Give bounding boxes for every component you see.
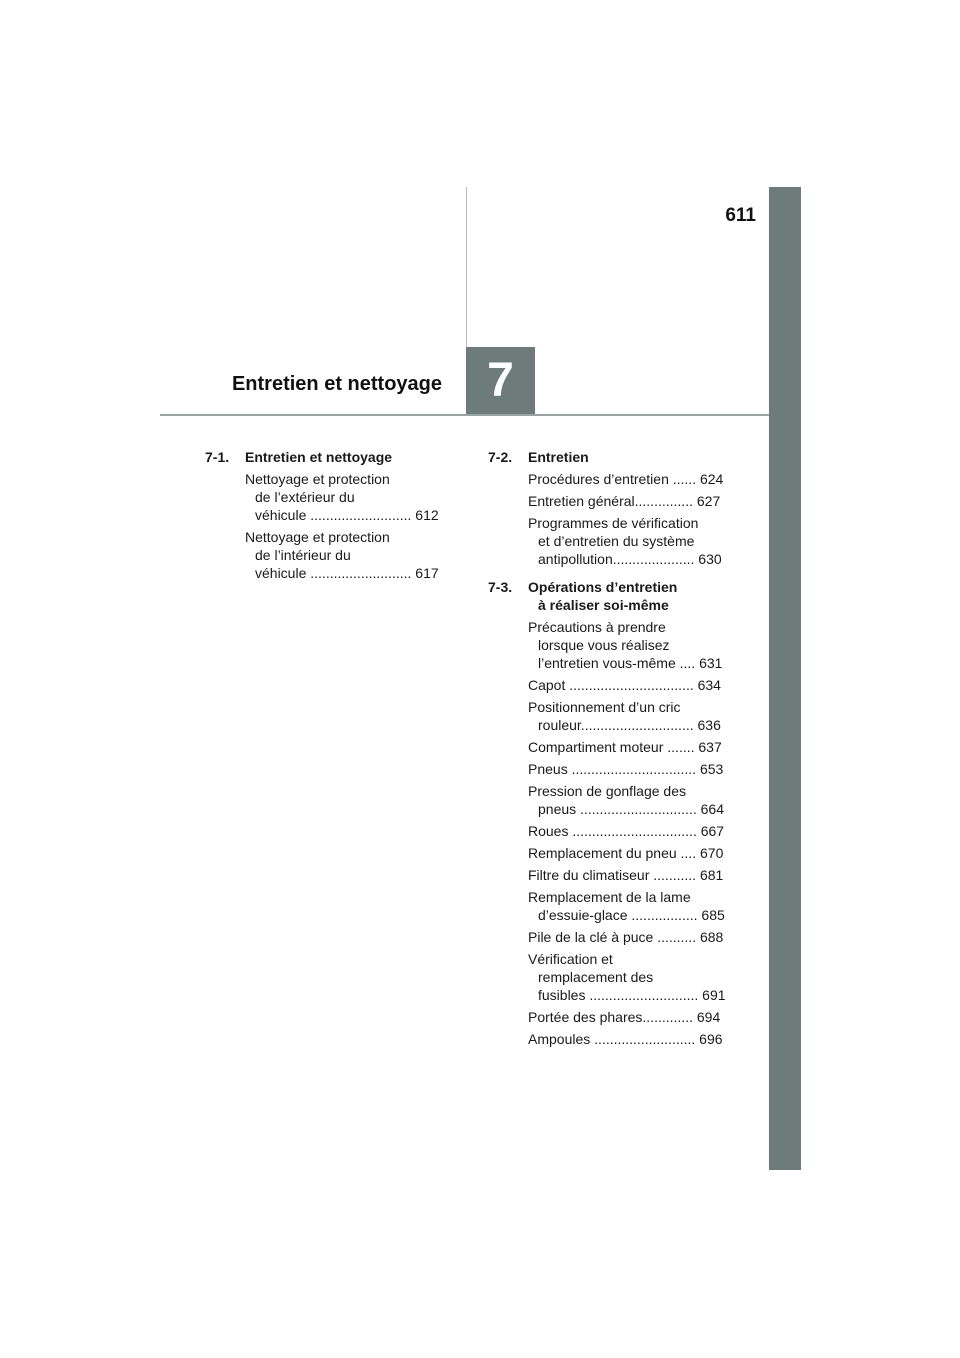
toc-entry[interactable] <box>245 528 458 582</box>
toc-entry-label: Capot ................................ <box>528 677 694 693</box>
section-title: Opérations d’entretien à réaliser soi-même <box>528 579 678 613</box>
chapter-number-box <box>466 347 535 414</box>
toc-entry-label: Filtre du climatiseur ........... <box>528 867 697 883</box>
toc-entry[interactable] <box>528 1008 740 1026</box>
toc-entry-label: Pile de la clé à puce .......... <box>528 929 697 945</box>
horizontal-rule <box>160 414 769 416</box>
toc-entry-label: Vérification et remplacement des fusibles ............................ <box>528 951 699 1003</box>
toc-column-left <box>205 448 458 582</box>
vertical-rule <box>466 187 467 347</box>
toc-entry-page: 696 <box>699 1031 723 1047</box>
toc-entry[interactable] <box>245 470 458 524</box>
toc-entry-page: 653 <box>699 761 724 777</box>
toc-section-7-2 <box>488 448 740 568</box>
toc-entry-page: 627 <box>696 493 721 509</box>
toc-entry[interactable] <box>528 738 740 756</box>
section-title: Entretien et nettoyage <box>245 449 393 465</box>
toc-entry-label: Pneus ................................ <box>528 761 697 777</box>
section-number: 7-3. <box>488 579 513 595</box>
toc-entry-page: 667 <box>700 823 725 839</box>
toc-entry-label: Remplacement du pneu .... <box>528 845 697 861</box>
toc-entry-page: 630 <box>698 551 722 567</box>
toc-entry-label: Précautions à prendre lorsque vous réalisez l’entretien vous-même .... <box>528 619 696 671</box>
toc-entry-label: Nettoyage et protection de l’intérieur du véhicule .......................... <box>245 529 412 581</box>
toc-entry-page: 685 <box>701 907 725 923</box>
section-title: Entretien <box>528 449 589 465</box>
toc-entry-label: Entretien général............... <box>528 493 693 509</box>
toc-entry[interactable] <box>528 676 740 694</box>
toc-entry-page: 634 <box>697 677 721 693</box>
chapter-side-tab <box>769 187 801 1170</box>
toc-entry[interactable] <box>528 928 740 946</box>
section-number: 7-2. <box>488 449 513 465</box>
toc-entry[interactable] <box>528 866 740 884</box>
toc-entry[interactable] <box>528 782 740 818</box>
toc-entry[interactable] <box>528 950 740 1004</box>
toc-section-7-1 <box>205 448 458 582</box>
toc-section-7-3 <box>488 578 740 1048</box>
toc-entry[interactable] <box>528 760 740 778</box>
toc-entry-label: Roues ................................ <box>528 823 697 839</box>
toc-entry-label: Procédures d’entretien ...... <box>528 471 697 487</box>
section-number: 7-1. <box>205 449 230 465</box>
chapter-number: 7 <box>487 354 514 407</box>
toc-entry-page: 688 <box>699 929 724 945</box>
toc-entry[interactable] <box>528 514 740 568</box>
toc-entry-page: 617 <box>415 565 439 581</box>
toc-entry[interactable] <box>528 618 740 672</box>
toc-entry[interactable] <box>528 822 740 840</box>
toc-column-right <box>488 448 740 1048</box>
toc-entry[interactable] <box>528 1030 740 1048</box>
page-number: 611 <box>725 205 756 226</box>
toc-entry-page: 681 <box>699 867 724 883</box>
toc-entry-label: Portée des phares............. <box>528 1009 693 1025</box>
toc-entry[interactable] <box>528 470 740 488</box>
toc-entry[interactable] <box>528 698 740 734</box>
chapter-title: Entretien et nettoyage <box>231 373 442 395</box>
toc-entry[interactable] <box>528 492 740 510</box>
toc-entry-label: Positionnement d’un cric rouleur............................. <box>528 699 694 733</box>
toc-entry-page: 631 <box>699 655 723 671</box>
toc-entry-page: 636 <box>697 717 721 733</box>
toc-entry-label: Ampoules .......................... <box>528 1031 696 1047</box>
toc-entry-label: Pression de gonflage des pneus .............................. <box>528 783 697 817</box>
toc-entry-page: 637 <box>698 739 722 755</box>
toc-entry-page: 670 <box>700 845 724 861</box>
toc-entry-page: 624 <box>699 471 724 487</box>
toc-entry[interactable] <box>528 888 740 924</box>
toc-entry-label: Remplacement de la lame d’essuie-glace ................. <box>528 889 698 923</box>
toc-entry-page: 694 <box>696 1009 721 1025</box>
toc-entry-label: Compartiment moteur ....... <box>528 739 695 755</box>
toc-entry[interactable] <box>528 844 740 862</box>
toc-entry-label: Nettoyage et protection de l’extérieur du véhicule .......................... <box>245 471 412 523</box>
toc-entry-page: 691 <box>702 987 726 1003</box>
toc-entry-page: 664 <box>700 801 724 817</box>
toc-entry-label: Programmes de vérification et d’entretien du système antipollution..................... <box>528 515 699 567</box>
toc-entry-page: 612 <box>415 507 439 523</box>
